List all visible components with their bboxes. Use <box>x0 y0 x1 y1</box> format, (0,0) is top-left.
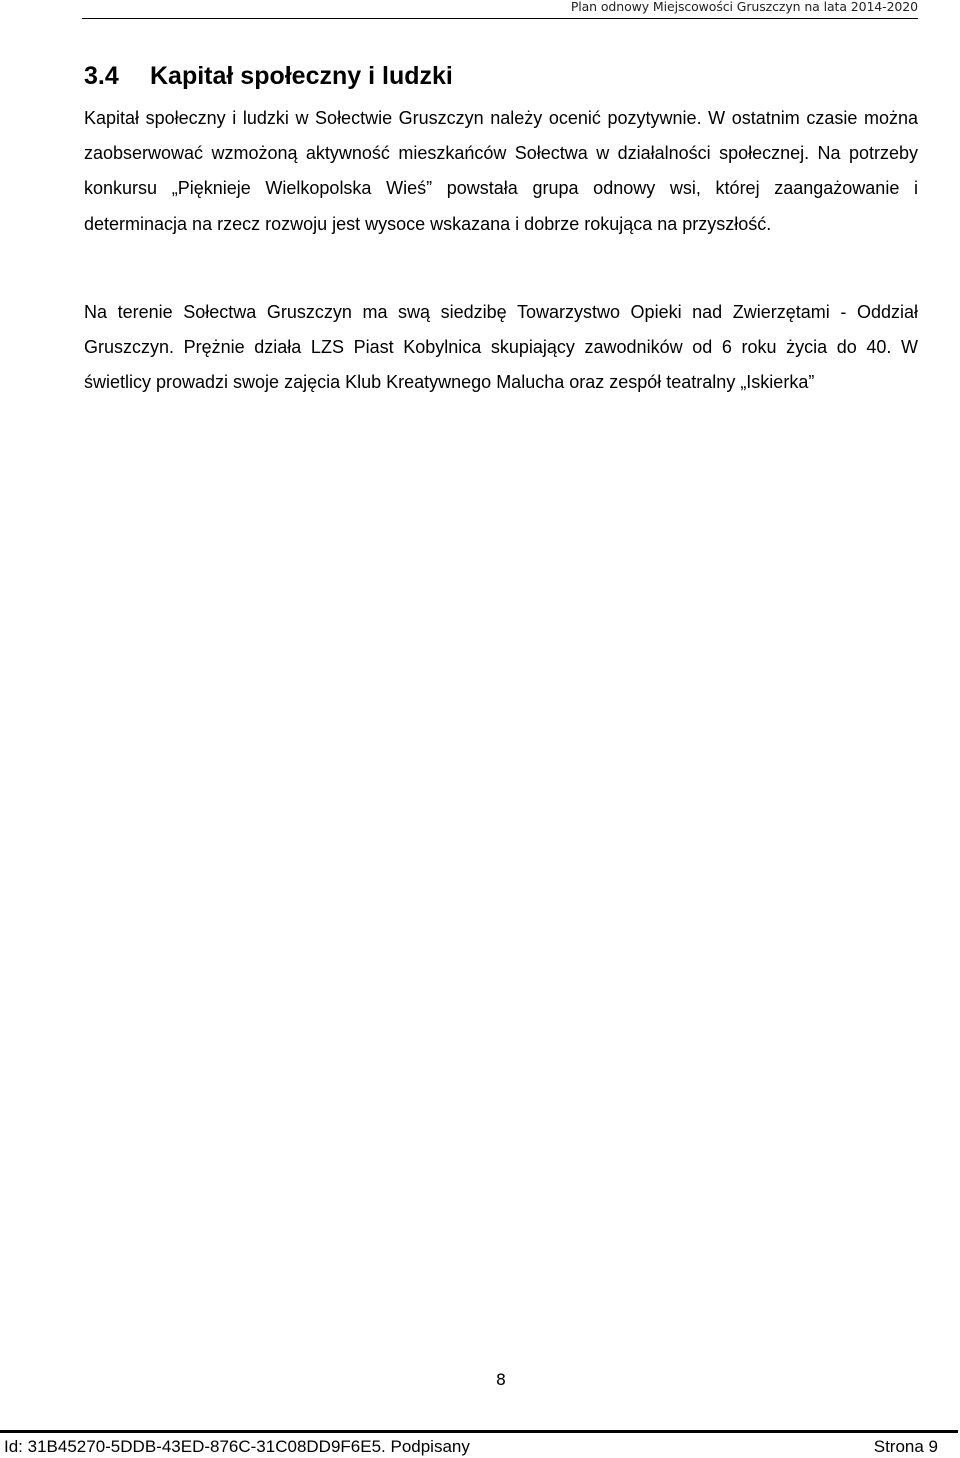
paragraph-organizations: Na terenie Sołectwa Gruszczyn ma swą siedzibę Towarzystwo Opieki nad Zwierzętami - Oddział Gruszczyn. Prężnie działa LZS Piast Kobylnica skupiający zawodników od 6 roku życia do 40. W świetlicy prowadzi swoje zajęcia Klub Kreatywnego Malucha oraz zespół teatralny „Iskierka” <box>84 302 918 393</box>
section-number: 3.4 <box>84 62 119 90</box>
section-title: Kapitał społeczny i ludzki <box>150 62 453 90</box>
running-header-title: Plan odnowy Miejscowości Gruszczyn na lata 2014-2020 <box>570 0 918 14</box>
paragraph-social-capital: Kapitał społeczny i ludzki w Sołectwie Gruszczyn należy ocenić pozytywnie. W ostatnim czasie można zaobserwować wzmożoną aktywność mieszkańców Sołectwa w działalności społecznej. Na potrzeby konkursu „Pięknieje Wielkopolska Wieś” powstała grupa odnowy wsi, której zaangażowanie i determinacja na rzecz rozwoju jest wysoce wskazana i dobrze rokująca na przyszłość. <box>84 108 918 234</box>
footer-page-label: Strona 9 <box>873 1437 938 1456</box>
running-header <box>82 0 918 19</box>
section-heading <box>84 62 453 91</box>
footer-divider <box>0 1430 958 1433</box>
page-number: 8 <box>495 1370 507 1389</box>
footer-document-id: Id: 31B45270-5DDB-43ED-876C-31C08DD9F6E5. Podpisany <box>4 1437 470 1456</box>
